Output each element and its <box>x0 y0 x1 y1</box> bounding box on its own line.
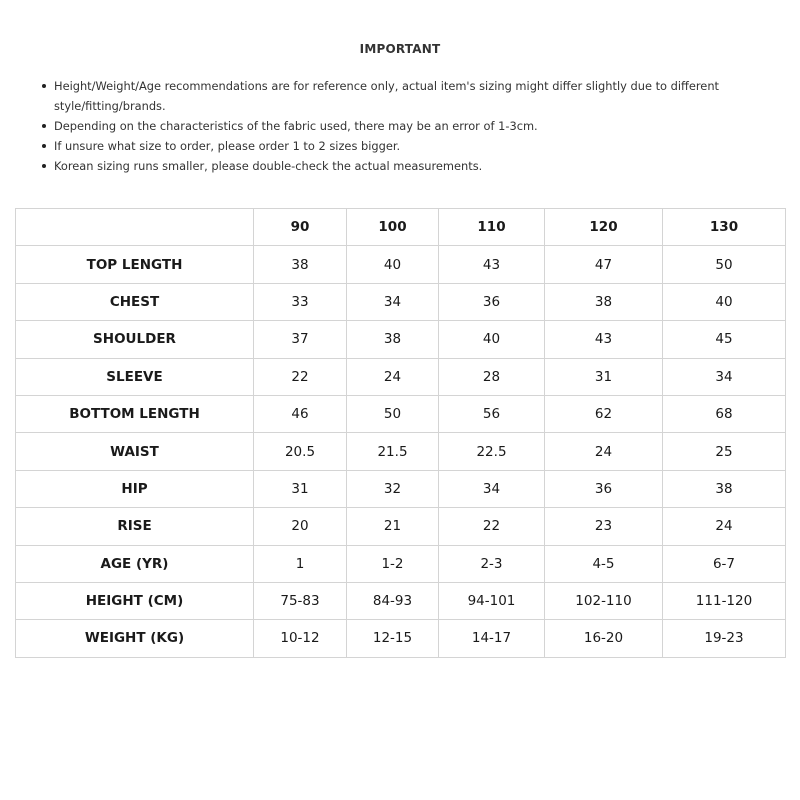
measurement-cell: 50 <box>347 395 439 432</box>
measurement-cell: 24 <box>347 358 439 395</box>
row-label-cell: CHEST <box>16 283 254 320</box>
measurement-cell: 40 <box>663 283 786 320</box>
measurement-cell: 4-5 <box>545 545 663 582</box>
measurement-cell: 31 <box>545 358 663 395</box>
measurement-cell: 10-12 <box>254 620 347 657</box>
measurement-cell: 38 <box>663 470 786 507</box>
size-header-cell: 90 <box>254 209 347 246</box>
row-label-cell: BOTTOM LENGTH <box>16 395 254 432</box>
measurement-cell: 22 <box>439 508 545 545</box>
table-row <box>16 321 786 358</box>
table-header-row <box>16 209 786 246</box>
measurement-cell: 68 <box>663 395 786 432</box>
measurement-cell: 33 <box>254 283 347 320</box>
page-title: IMPORTANT <box>359 42 441 56</box>
measurement-cell: 6-7 <box>663 545 786 582</box>
measurement-cell: 19-23 <box>663 620 786 657</box>
measurement-cell: 34 <box>439 470 545 507</box>
bullet-icon <box>42 144 46 148</box>
measurement-cell: 47 <box>545 246 663 283</box>
measurement-cell: 38 <box>254 246 347 283</box>
row-label-cell: TOP LENGTH <box>16 246 254 283</box>
measurement-cell: 40 <box>347 246 439 283</box>
table-row <box>16 545 786 582</box>
measurement-cell: 2-3 <box>439 545 545 582</box>
table-row <box>16 283 786 320</box>
measurement-cell: 45 <box>663 321 786 358</box>
measurement-cell: 21.5 <box>347 433 439 470</box>
measurement-cell: 12-15 <box>347 620 439 657</box>
table-row <box>16 358 786 395</box>
measurement-cell: 22.5 <box>439 433 545 470</box>
measurement-cell: 24 <box>663 508 786 545</box>
table-row <box>16 395 786 432</box>
measurement-cell: 40 <box>439 321 545 358</box>
row-label-cell: HEIGHT (CM) <box>16 582 254 619</box>
table-row <box>16 508 786 545</box>
measurement-cell: 25 <box>663 433 786 470</box>
table-row <box>16 582 786 619</box>
row-label-cell: HIP <box>16 470 254 507</box>
measurement-cell: 46 <box>254 395 347 432</box>
measurement-cell: 102-110 <box>545 582 663 619</box>
measurement-cell: 37 <box>254 321 347 358</box>
measurement-cell: 111-120 <box>663 582 786 619</box>
measurement-cell: 34 <box>663 358 786 395</box>
row-label-cell: AGE (YR) <box>16 545 254 582</box>
table-row <box>16 246 786 283</box>
table-row <box>16 470 786 507</box>
measurement-cell: 1-2 <box>347 545 439 582</box>
measurement-cell: 34 <box>347 283 439 320</box>
row-label-cell: SLEEVE <box>16 358 254 395</box>
measurement-cell: 20.5 <box>254 433 347 470</box>
measurement-cell: 38 <box>347 321 439 358</box>
note-text: If unsure what size to order, please order 1 to 2 sizes bigger. <box>54 139 401 153</box>
bullet-icon <box>42 164 46 168</box>
bullet-icon <box>42 84 46 88</box>
size-header-cell: 110 <box>439 209 545 246</box>
measurement-cell: 23 <box>545 508 663 545</box>
note-item <box>40 136 760 156</box>
measurement-cell: 62 <box>545 395 663 432</box>
measurement-cell: 38 <box>545 283 663 320</box>
table-corner-cell <box>16 209 254 246</box>
row-label-cell: WEIGHT (KG) <box>16 620 254 657</box>
note-item <box>40 116 760 136</box>
size-header-cell: 120 <box>545 209 663 246</box>
note-item <box>40 156 760 176</box>
measurement-cell: 36 <box>545 470 663 507</box>
measurement-cell: 20 <box>254 508 347 545</box>
measurement-cell: 94-101 <box>439 582 545 619</box>
measurement-cell: 24 <box>545 433 663 470</box>
measurement-cell: 43 <box>439 246 545 283</box>
measurement-cell: 14-17 <box>439 620 545 657</box>
row-label-cell: WAIST <box>16 433 254 470</box>
measurement-cell: 32 <box>347 470 439 507</box>
measurement-cell: 21 <box>347 508 439 545</box>
note-item <box>40 76 760 116</box>
row-label-cell: RISE <box>16 508 254 545</box>
size-header-cell: 100 <box>347 209 439 246</box>
measurement-cell: 28 <box>439 358 545 395</box>
table-row <box>16 433 786 470</box>
row-label-cell: SHOULDER <box>16 321 254 358</box>
measurement-cell: 84-93 <box>347 582 439 619</box>
measurement-cell: 43 <box>545 321 663 358</box>
table-row <box>16 620 786 657</box>
notes-list <box>40 76 760 176</box>
measurement-cell: 1 <box>254 545 347 582</box>
measurement-cell: 50 <box>663 246 786 283</box>
measurement-cell: 36 <box>439 283 545 320</box>
measurement-cell: 22 <box>254 358 347 395</box>
note-text: Height/Weight/Age recommendations are for reference only, actual item's sizing might differ slightly due to different style/fitting/brands. <box>54 79 720 113</box>
measurement-cell: 16-20 <box>545 620 663 657</box>
measurement-cell: 56 <box>439 395 545 432</box>
table-body <box>16 246 786 657</box>
bullet-icon <box>42 124 46 128</box>
measurement-cell: 31 <box>254 470 347 507</box>
note-text: Korean sizing runs smaller, please double-check the actual measurements. <box>54 159 483 173</box>
measurement-cell: 75-83 <box>254 582 347 619</box>
size-chart-table <box>15 208 786 658</box>
note-text: Depending on the characteristics of the fabric used, there may be an error of 1-3cm. <box>54 119 538 133</box>
size-header-cell: 130 <box>663 209 786 246</box>
